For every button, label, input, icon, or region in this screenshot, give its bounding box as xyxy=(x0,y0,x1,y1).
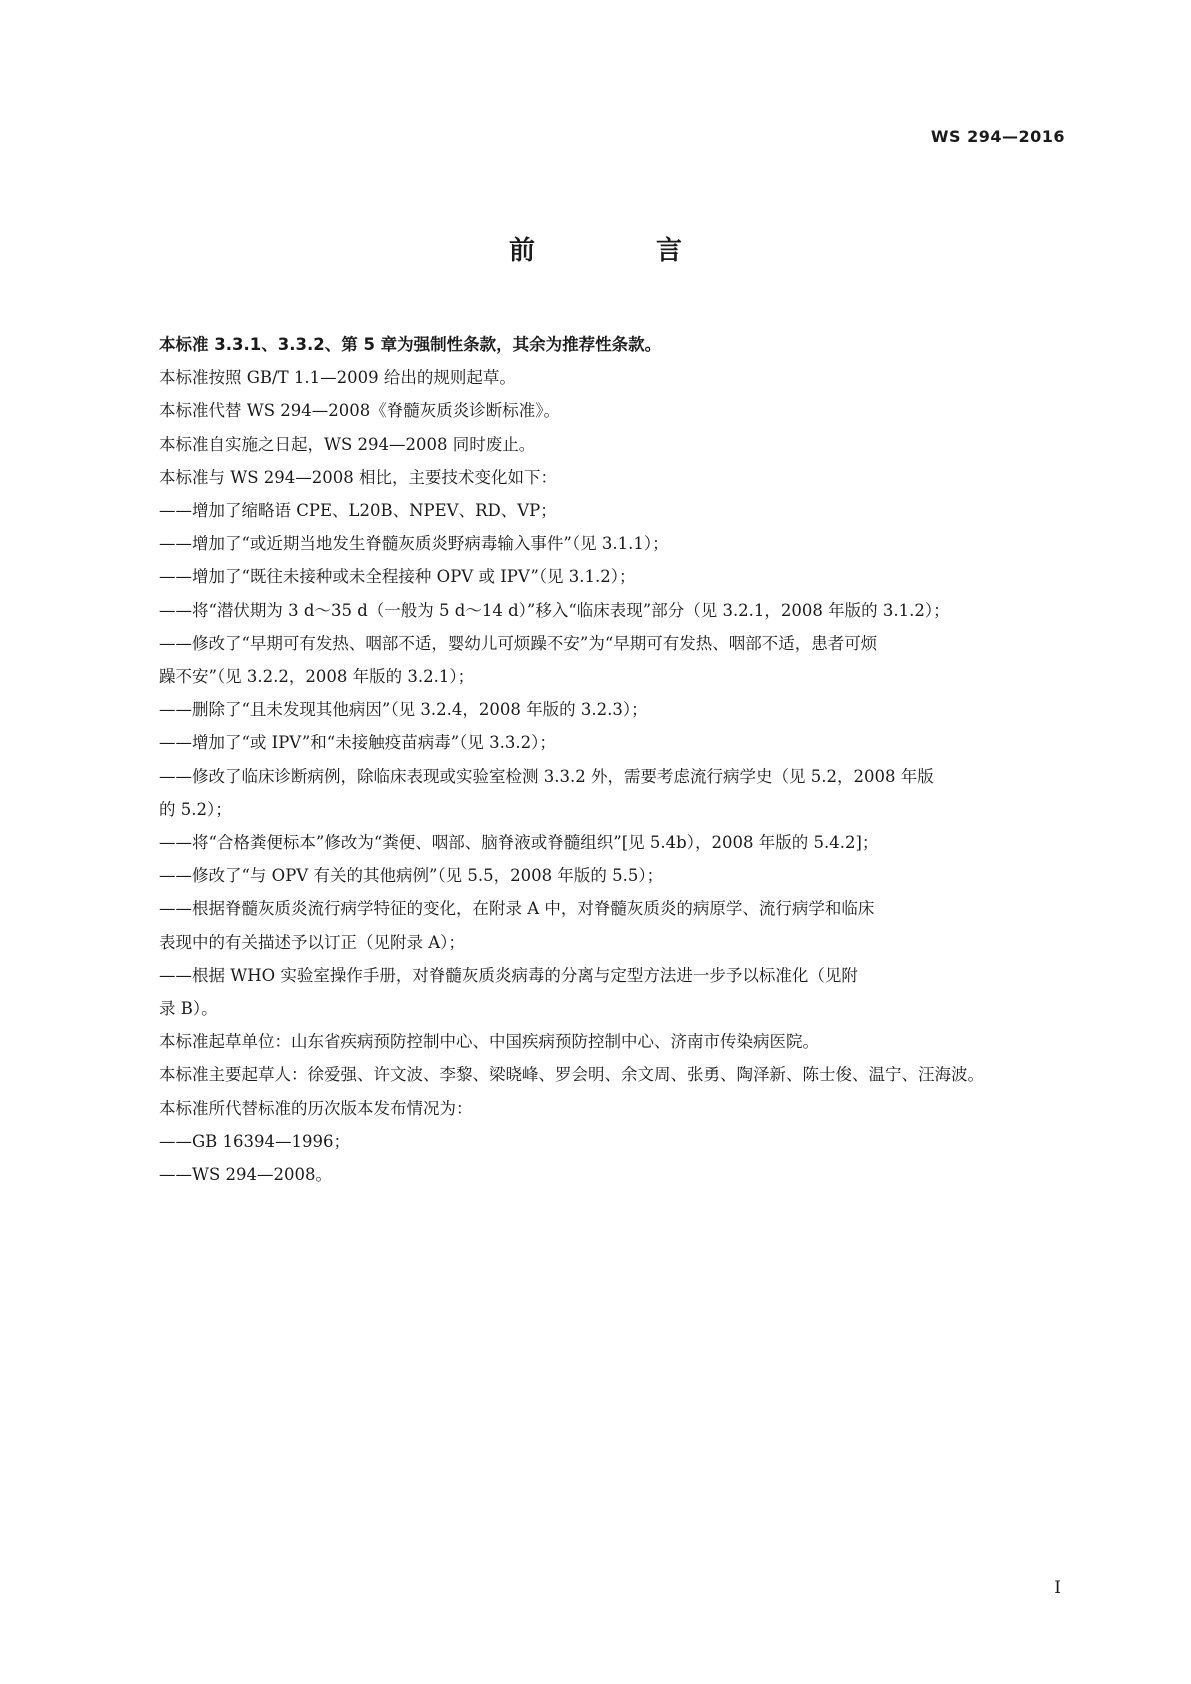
list-item: ——增加了“既往未接种或未全程接种 OPV 或 IPV”（见 3.1.2）； xyxy=(159,567,636,587)
list-item: ——将“潜伏期为 3 d～35 d（一般为 5 d～14 d）”移入“临床表现”部分（见 3.2.1，2008 年版的 3.1.2）； xyxy=(159,600,950,620)
drafters-paragraph: 本标准主要起草人：徐爱强、许文波、李黎、梁晓峰、罗会明、余文周、张勇、陶泽新、陈士俊、温宁、汪海波。 xyxy=(159,1065,984,1085)
list-item: ——删除了“且未发现其他病因”（见 3.2.4，2008 年版的 3.2.3）； xyxy=(159,700,648,720)
page-number: I xyxy=(1054,1578,1061,1598)
replacement-paragraph: 本标准代替 WS 294—2008《脊髓灰质炎诊断标准》。 xyxy=(159,401,560,421)
changes-intro-paragraph: 本标准与 WS 294—2008 相比，主要技术变化如下： xyxy=(159,467,557,487)
list-item: ——根据脊髓灰质炎流行病学特征的变化，在附录 A 中，对脊髓灰质炎的病原学、流行病学和临床 表现中的有关描述予以订正（见附录 A）； xyxy=(159,899,875,952)
list-item: ——增加了缩略语 CPE、L20B、NPEV、RD、VP； xyxy=(159,501,557,521)
drafting-rule-paragraph: 本标准按照 GB/T 1.1—2009 给出的规则起草。 xyxy=(159,368,516,388)
list-item: ——增加了“或近期当地发生脊髓灰质炎野病毒输入事件”（见 3.1.1）； xyxy=(159,534,669,554)
changes-list xyxy=(126,494,1065,1025)
document-code: WS 294—2016 xyxy=(930,127,1065,146)
drafting-units-paragraph: 本标准起草单位：山东省疾病预防控制中心、中国疾病预防控制中心、济南市传染病医院。 xyxy=(159,1032,819,1052)
history-list xyxy=(126,1125,1065,1191)
foreword-body xyxy=(126,328,1065,1191)
list-item: ——根据 WHO 实验室操作手册，对脊髓灰质炎病毒的分离与定型方法进一步予以标准化（见附 录 B）。 xyxy=(159,965,858,1019)
list-item: ——修改了“与 OPV 有关的其他病例”（见 5.5，2008 年版的 5.5）； xyxy=(159,866,664,886)
list-item: ——增加了“或 IPV”和“未接触疫苗病毒”（见 3.3.2）； xyxy=(159,733,556,753)
list-item: ——将“合格粪便标本”修改为“粪便、咽部、脑脊液或脊髓组织”[见 5.4b），2008 年版的 5.4.2]； xyxy=(159,833,879,853)
list-item: ——修改了临床诊断病例，除临床表现或实验室检测 3.3.2 外，需要考虑流行病学史（见 5.2，2008 年版 的 5.2）； xyxy=(159,766,934,819)
list-item: ——修改了“早期可有发热、咽部不适，婴幼儿可烦躁不安”为“早期可有发热、咽部不适，患者可烦 躁不安”（见 3.2.2，2008 年版的 3.2.1）； xyxy=(159,633,878,687)
abolition-paragraph: 本标准自实施之日起，WS 294—2008 同时废止。 xyxy=(159,434,536,454)
list-item: ——GB 16394—1996； xyxy=(159,1131,351,1151)
mandatory-clause-note: 本标准 3.3.1、3.3.2、第 5 章为强制性条款，其余为推荐性条款。 xyxy=(159,335,662,354)
page-title: 前 言 xyxy=(508,236,739,266)
history-intro-paragraph: 本标准所代替标准的历次版本发布情况为： xyxy=(159,1098,473,1118)
list-item: ——WS 294—2008。 xyxy=(159,1165,332,1185)
